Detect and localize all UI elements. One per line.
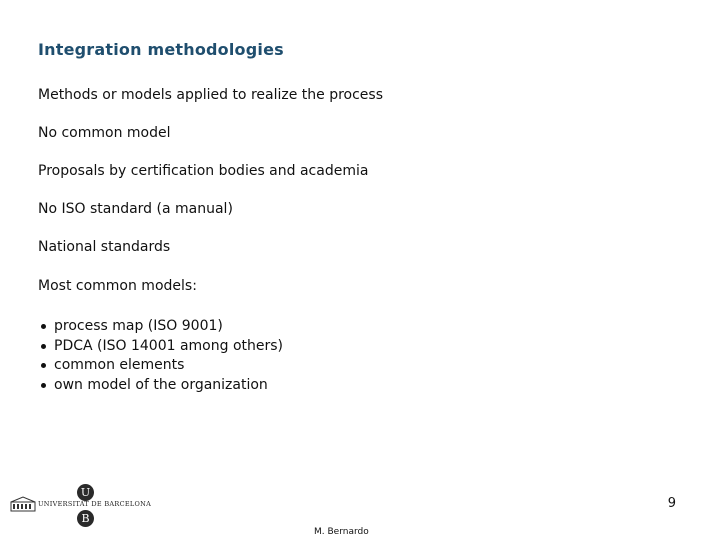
list-item xyxy=(38,376,283,396)
university-logo-u: U xyxy=(77,484,94,501)
university-name: UNIVERSITAT DE BARCELONA xyxy=(38,500,152,508)
building-logo-icon xyxy=(10,496,36,512)
paragraph: No common model xyxy=(38,125,171,141)
paragraph: Methods or models applied to realize the process xyxy=(38,87,384,103)
bullet-list xyxy=(38,317,283,395)
bullet-icon xyxy=(41,383,46,388)
author: M. Bernardo xyxy=(314,527,369,537)
list-item-text: process map (ISO 9001) xyxy=(54,318,223,334)
list-item-text: PDCA (ISO 14001 among others) xyxy=(54,337,284,354)
bullet-icon xyxy=(41,363,46,368)
page-number: 9 xyxy=(667,496,676,511)
list-item xyxy=(38,337,283,357)
paragraph: National standards xyxy=(38,239,171,255)
list-item-text: common elements xyxy=(54,357,185,373)
list-item xyxy=(38,317,283,337)
list-item xyxy=(38,356,283,376)
slide-title: Integration methodologies xyxy=(38,40,284,59)
list-item-text: own model of the organization xyxy=(54,376,268,393)
paragraph: No ISO standard (a manual) xyxy=(38,201,233,217)
paragraph: Most common models: xyxy=(38,278,197,294)
bullet-icon xyxy=(41,324,46,329)
university-logo-b: B xyxy=(77,510,94,527)
bullet-icon xyxy=(41,344,46,349)
paragraph: Proposals by certification bodies and academia xyxy=(38,163,369,179)
